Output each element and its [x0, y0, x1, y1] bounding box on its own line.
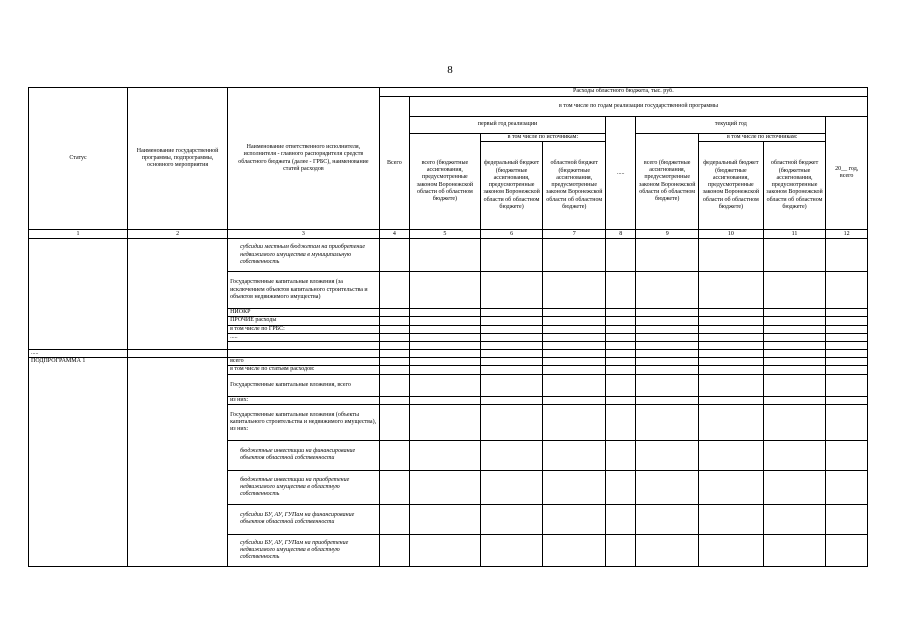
column-number: 5 — [410, 230, 481, 239]
row-label-capital-excl: Государственные капитальные вложения (за исключением объектов капитального строительства и объектов недвижимого имущества) — [228, 272, 380, 309]
header-current-year: текущий год — [636, 117, 826, 134]
column-number: 8 — [606, 230, 636, 239]
column-number: 12 — [826, 230, 868, 239]
header-expenses-title: Расходы областного бюджета, тыс. руб. — [379, 88, 867, 97]
row-label-subsidies-financing: субсидии БУ, АУ, ГУПам на финансирование объектов областной собственности — [228, 504, 380, 534]
row-label-capital-total: Государственные капитальные вложения, всего — [228, 374, 380, 396]
header-current-year-federal: федеральный бюджет (бюджетные ассигнования, предусмотренные законом Воронежской области об областном бюджете) — [699, 142, 764, 230]
header-first-year: первый год реализации — [410, 117, 606, 134]
left-dots: ..... — [29, 350, 128, 358]
column-number: 2 — [128, 230, 228, 239]
header-executor-name: Наименование ответственного исполнителя, исполнителя - главного распорядителя средств областного бюджета (далее - ГРБС), наименование статей расходов — [228, 88, 380, 230]
row-label-subsidies-municipal: субсидии местным бюджетам на приобретение недвижимого имущества в муниципальную собственность — [228, 239, 380, 272]
row-label-niokr: НИОКР — [228, 309, 380, 317]
row-label-by-items: в том числе по статьям расходов: — [228, 366, 380, 374]
table-row — [29, 350, 868, 358]
row-label-of-them: из них: — [228, 396, 380, 404]
header-first-year-by-sources: в том числе по источникам: — [480, 134, 605, 142]
header-first-year-total-funds: всего (бюджетные ассигнования, предусмотренные законом Воронежской области об областном бюджете) — [410, 134, 481, 230]
budget-expenses-table — [28, 87, 868, 567]
page-number: 8 — [447, 64, 453, 76]
column-numbers-row — [29, 230, 868, 239]
row-label-total: всего — [228, 358, 380, 366]
row-label-capital-objects: Государственные капитальные вложения (объекты капитального строительства и недвижимого имущества), из них: — [228, 404, 380, 440]
header-current-year-regional: областной бюджет (бюджетные ассигнования, предусмотренные законом Воронежской области об областном бюджете) — [763, 142, 826, 230]
row-label-other: ПРОЧИЕ расходы — [228, 317, 380, 325]
subprogram-status: ПОДПРОГРАММА 1 — [29, 358, 128, 567]
row-label-invest-financing: бюджетные инвестиции на финансирование объектов областной собственности — [228, 440, 380, 470]
column-number: 10 — [699, 230, 764, 239]
row-label-dots: ..... — [228, 333, 380, 341]
header-first-year-regional: областной бюджет (бюджетные ассигнования, предусмотренные законом Воронежской области об областном бюджете) — [543, 142, 606, 230]
row-label-subsidies-acquisition: субсидии БУ, АУ, ГУПам на приобретение недвижимого имущества в областную собственность — [228, 534, 380, 566]
header-current-year-by-sources: в том числе по источникам: — [699, 134, 826, 142]
table-row — [29, 239, 868, 272]
header-program-name: Наименование государственной программы, подпрограммы, основного мероприятия — [128, 88, 228, 230]
column-number: 4 — [379, 230, 409, 239]
column-number: 3 — [228, 230, 380, 239]
header-ellipsis: ..... — [606, 117, 636, 230]
header-by-years: в том числе по годам реализации государственной программы — [410, 97, 868, 117]
column-number: 6 — [480, 230, 543, 239]
column-number: 11 — [763, 230, 826, 239]
header-current-year-total-funds: всего (бюджетные ассигнования, предусмотренные законом Воронежской области об областном бюджете) — [636, 134, 699, 230]
table-row — [29, 358, 868, 366]
header-status: Статус — [29, 88, 128, 230]
header-first-year-federal: федеральный бюджет (бюджетные ассигнования, предусмотренные законом Воронежской области об областном бюджете) — [480, 142, 543, 230]
column-number: 1 — [29, 230, 128, 239]
column-number: 7 — [543, 230, 606, 239]
column-number: 9 — [636, 230, 699, 239]
header-total: Всего — [379, 97, 409, 230]
header-year-total: 20__ год, всего — [826, 117, 868, 230]
row-label-invest-acquisition: бюджетные инвестиции на приобретение недвижимого имущества в областную собственность — [228, 470, 380, 504]
row-label-by-grbs: в том числе по ГРБС: — [228, 325, 380, 333]
